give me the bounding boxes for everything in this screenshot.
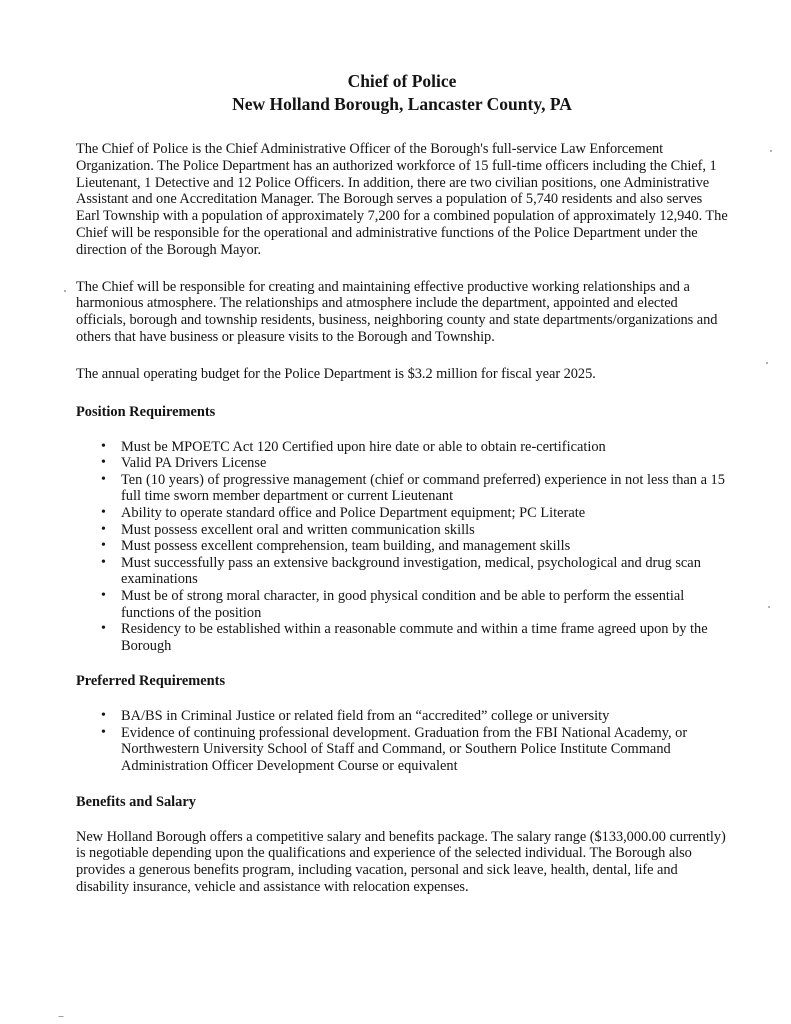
list-item: • Ability to operate standard office and Police Department equipment; PC Literate <box>121 505 728 522</box>
document-title: Chief of Police <box>347 71 457 91</box>
intro-paragraph-2: The Chief will be responsible for creating and maintaining effective productive working relationships and a harmonious atmosphere. The relationships and atmosphere include the department, appointed and elected officials, borough and township residents, business, neighboring county and state departments/organizations and others that have business or pleasure visits to the Borough and Township. <box>76 278 718 345</box>
list-item: • Must be MPOETC Act 120 Certified upon hire date or able to obtain re-certification <box>121 439 728 456</box>
benefits-salary-heading: Benefits and Salary <box>76 793 196 810</box>
list-item: • Valid PA Drivers License <box>121 455 728 472</box>
list-item: • Residency to be established within a reasonable commute and within a time frame agreed upon by the Borough <box>121 621 728 654</box>
document-header <box>76 70 728 116</box>
budget-paragraph: The annual operating budget for the Police Department is $3.2 million for fiscal year 2025. <box>76 365 596 382</box>
list-item: • Ten (10 years) of progressive management (chief or command preferred) experience in not less than a 15 full time sworn member department or current Lieutenant <box>121 472 728 505</box>
position-requirements-heading: Position Requirements <box>76 403 216 420</box>
list-item: • Must possess excellent oral and written communication skills <box>121 522 728 539</box>
preferred-requirements-heading: Preferred Requirements <box>76 673 226 690</box>
list-item: • Must be of strong moral character, in good physical condition and be able to perform the essential functions of the position <box>121 588 728 621</box>
list-item: • Must possess excellent comprehension, team building, and management skills <box>121 538 728 555</box>
intro-paragraph-1: The Chief of Police is the Chief Administrative Officer of the Borough's full-service Law Enforcement Organization. The Police Department has an authorized workforce of 15 full-time officers including the Chief, 1 Lieutenant, 1 Detective and 12 Police Officers. In addition, there are two civilian positions, one Administrative Assistant and one Accreditation Manager. The Borough serves a population of 5,740 residents and also serves Earl Township with a population of approximately 7,200 for a combined population of approximately 12,940. The Chief will be responsible for the operational and administrative functions of the Police Department under the direction of the Borough Mayor. <box>76 141 728 258</box>
benefits-paragraph: New Holland Borough offers a competitive salary and benefits package. The salary range ($133,000.00 currently) is negotiable depending upon the qualifications and experience of the selected individual. The Borough also provides a generous benefits program, including vacation, personal and sick leave, health, dental, life and disability insurance, vehicle and assistance with relocation expenses. <box>76 828 726 896</box>
list-item: • Evidence of continuing professional development. Graduation from the FBI National Academy, or Northwestern University School of Staff and Command, or Southern Police Institute Command Administration Officer Development Course or equivalent <box>121 725 728 775</box>
document-subtitle: New Holland Borough, Lancaster County, PA <box>232 94 572 114</box>
document-page <box>76 70 728 916</box>
list-item: • BA/BS in Criminal Justice or related field from an “accredited” college or university <box>121 708 728 725</box>
position-requirements-list <box>76 439 728 655</box>
list-item: • Must successfully pass an extensive background investigation, medical, psychological and drug scan examinations <box>121 555 728 588</box>
preferred-requirements-list <box>76 708 728 774</box>
